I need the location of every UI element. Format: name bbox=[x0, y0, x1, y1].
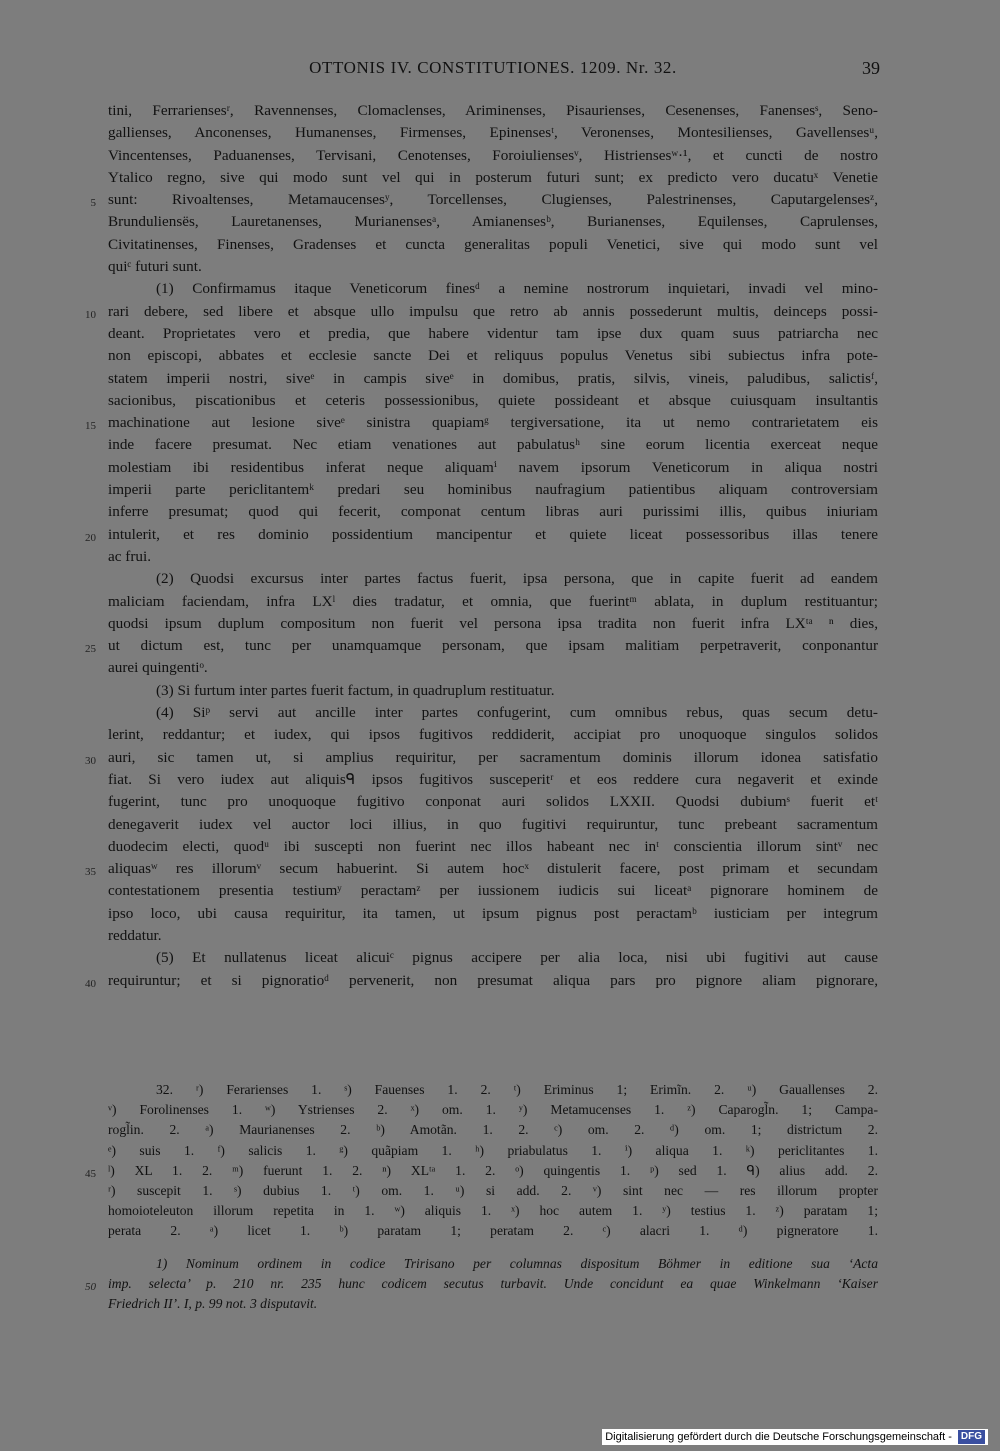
body-line-text: (2) Quodsi excursus inter partes factus fuerit, ipsa persona, que in capite fuerit ad eandem bbox=[156, 570, 878, 588]
body-line-text: rari debere, sed libere et absque ullo impulsu que retro ab annis possederunt multis, deinceps possi- bbox=[108, 302, 878, 320]
body-line-text: molestiam ibi residentibus inferat neque aliquamⁱ navem ipsorum Veneticorum in aliqua nostri bbox=[108, 458, 878, 476]
body-line bbox=[108, 680, 878, 702]
body-line bbox=[108, 323, 878, 345]
body-line bbox=[108, 546, 878, 568]
line-number: 15 bbox=[85, 420, 96, 433]
body-line-text: imperii parte periclitantemᵏ predari seu hominibus naufragium patientibus aliquam controversiam bbox=[108, 481, 878, 499]
note-line bbox=[108, 1221, 878, 1241]
note-line-text: homoioteleuton illorum repetita in 1. ʷ) aliquis 1. ˣ) hoc autem 1. ʸ) testius 1. ᶻ) paratam 1; bbox=[108, 1203, 878, 1219]
body-line bbox=[108, 591, 878, 613]
body-line bbox=[108, 256, 878, 278]
body-line-text: reddatur. bbox=[108, 926, 162, 944]
body-line-text: fiat. Si vero iudex aut aliquisᑫ ipsos fugitivos susceperitʳ et eos reddere cura negaverit et exinde bbox=[108, 770, 878, 788]
credit-text: Digitalisierung gefördert durch die Deutsche Forschungsgemeinschaft - bbox=[605, 1431, 952, 1443]
running-title: OTTONIS IV. CONSTITUTIONES. 1209. Nr. 32. bbox=[309, 58, 677, 77]
body-line bbox=[85, 412, 878, 434]
line-number: 10 bbox=[85, 308, 96, 321]
body-line-text: aurei quingentiᵒ. bbox=[108, 659, 208, 677]
commentary-line-text: 1) Nominum ordinem in codice Tririsano per columnas dispositum Böhmer in editione sua ‘Acta bbox=[156, 1256, 878, 1271]
body-line bbox=[90, 189, 878, 211]
body-line-text: Ytalico regno, sive qui modo sunt vel qui in posterum futuri sunt; ex predicto vero ducatuˣ Venetie bbox=[108, 168, 878, 186]
line-number: 35 bbox=[85, 866, 96, 879]
body-line bbox=[108, 501, 878, 523]
body-line-text: duodecim electi, quodᵘ ibi suscepti non fuerint nec illos habeant nec inᵗ conscientia illorum sintᵛ nec bbox=[108, 837, 878, 855]
line-number: 30 bbox=[85, 754, 96, 767]
body-line-text: gallienses, Anconenses, Humanenses, Firmenses, Epinensesᵗ, Veronenses, Montesilienses, Gavellensesᵘ, bbox=[108, 124, 878, 142]
body-line bbox=[108, 814, 878, 836]
body-line bbox=[108, 903, 878, 925]
body-line bbox=[108, 880, 878, 902]
body-line-text: quodsi ipsum duplum compositum non fuerit vel persona ipsa tradita non fuerit infra LXᵗᵃ ⁿ dies, bbox=[108, 614, 878, 632]
body-line bbox=[85, 970, 878, 992]
note-line-text: ᵉ) suis 1. ᶠ) salicis 1. ᵍ) quãpiam 1. ʰ) priabulatus 1. ⁱ) aliqua 1. ᵏ) periclitantes 1. bbox=[108, 1142, 878, 1158]
note-line-text: rogl̃in. 2. ᵃ) Maurianenses 2. ᵇ) Amotãn. 1. 2. ᶜ) om. 2. ᵈ) om. 1; districtum 2. bbox=[108, 1122, 878, 1138]
editorial-footnote bbox=[85, 1254, 878, 1315]
line-number: 50 bbox=[85, 1281, 96, 1294]
body-line bbox=[108, 724, 878, 746]
body-line-text: inde facere presumat. Nec etiam venationes aut pabulatusʰ sine eorum licentia exerceat neque bbox=[108, 436, 878, 454]
body-line bbox=[108, 479, 878, 501]
note-line bbox=[108, 1080, 878, 1100]
body-line-text: inferre presumat; quod qui fecerit, componat centum libras auri purissimi illis, quibus iniuriam bbox=[108, 503, 878, 521]
body-line-text: denegaverit iudex vel auctor loci illius, in quo fugitivi requiruntur, tunc prebeant sacramentum bbox=[108, 815, 878, 833]
body-line-text: sunt: Rivoaltenses, Metamaucensesʸ, Torcellenses, Clugienses, Palestrinenses, Caputargelensesᶻ, bbox=[108, 191, 878, 209]
body-line-text: (4) Siᵖ servi aut ancille inter partes confugerint, cum omnibus rebus, quas secum detu- bbox=[156, 704, 878, 722]
note-line bbox=[108, 1120, 878, 1140]
body-line-text: ipso loco, ubi causa requiritur, ita tamen, ut ipsum pignus post peractamᵇ iusticiam per integrum bbox=[108, 904, 878, 922]
body-line bbox=[85, 858, 878, 880]
body-line bbox=[85, 524, 878, 546]
body-line-text: Civitatinenses, Finenses, Gradenses et cuncta generalitas populi Venetici, sive qui modo sunt vel bbox=[108, 235, 878, 253]
body-line-text: lerint, reddantur; et iudex, qui ipsos fugitivos reddiderit, accipiat pro unoquoque singulos solidos bbox=[108, 726, 878, 744]
body-line-text: sacionibus, piscationibus et ceteris possessionibus, quiete possideant et absque cuiusquam insultantis bbox=[108, 391, 878, 409]
body-line-text: statem imperii nostri, siveᵉ in campis siveᵉ in domibus, pratis, silvis, vineis, paludibus, salictisᶠ, bbox=[108, 369, 878, 387]
body-line bbox=[108, 390, 878, 412]
commentary-line bbox=[108, 1254, 878, 1274]
body-line-text: maliciam faciendam, infra LXˡ dies tradatur, et omnia, que fuerintᵐ ablata, in duplum restituantur; bbox=[108, 592, 878, 610]
note-line-text: 32. ʳ) Ferarienses 1. ˢ) Fauenses 1. 2. ᵗ) Eriminus 1; Erimĩn. 2. ᵘ) Gauallenses 2. bbox=[156, 1082, 878, 1097]
body-line bbox=[108, 211, 878, 233]
body-line bbox=[108, 368, 878, 390]
note-line bbox=[108, 1141, 878, 1161]
body-line bbox=[85, 747, 878, 769]
note-line bbox=[85, 1161, 878, 1181]
page-number: 39 bbox=[862, 58, 880, 78]
digitization-credit bbox=[602, 1429, 988, 1445]
body-line bbox=[108, 100, 878, 122]
body-line-text: Brunduliensës, Lauretanenses, Murianensesᵃ, Amianensesᵇ, Burianenses, Equilenses, Caprulenses, bbox=[108, 213, 878, 231]
body-line-text: ut dictum est, tunc per unamquamque personam, que ipsam malitiam perpetraverit, conponantur bbox=[108, 637, 878, 655]
dfg-logo: DFG bbox=[958, 1430, 985, 1444]
note-line-text: ᵛ) Forolinenses 1. ʷ) Ystrienses 2. ˣ) om. 1. ʸ) Metamucenses 1. ᶻ) Caparogl̃n. 1; Campa- bbox=[108, 1102, 878, 1118]
commentary-line-text: Friedrich II’. I, p. 99 not. 3 disputavit. bbox=[108, 1296, 318, 1312]
body-line bbox=[108, 345, 878, 367]
commentary-line-text: imp. selecta’ p. 210 nr. 235 hunc codicem secutus turbavit. Unde concidunt ea quae Winkelmann ‘Kaiser bbox=[108, 1276, 878, 1292]
body-line-text: tini, Ferrariensesʳ, Ravennenses, Clomaclenses, Ariminenses, Pisaurienses, Cesenenses, Fanensesˢ, Seno- bbox=[108, 102, 878, 119]
body-line bbox=[108, 791, 878, 813]
body-line bbox=[108, 434, 878, 456]
commentary-line bbox=[85, 1274, 878, 1294]
body-line-text: non episcopi, abbates et ecclesie sancte Dei et reliquus populus Venetus sibi subiectus infra pote- bbox=[108, 347, 878, 365]
body-line-text: requiruntur; et si pignoratioᵈ pervenerit, non presumat aliqua pars pro pignore aliam pignorare, bbox=[108, 971, 878, 989]
body-line bbox=[85, 301, 878, 323]
body-line-text: machinatione aut lesione siveᵉ sinistra quapiamᵍ tergiversatione, ita ut nemo contrarietatem eis bbox=[108, 414, 878, 432]
note-line bbox=[108, 1201, 878, 1221]
body-line-text: contestationem presentia testiumʸ peractamᶻ per iussionem iudicis sui liceatᵃ pignorare hominem de bbox=[108, 882, 878, 900]
note-line bbox=[108, 1181, 878, 1201]
body-line-text: deant. Proprietates vero et predia, que habere videntur tam ipse dux quam suus patriarcha nec bbox=[108, 324, 878, 342]
body-line bbox=[108, 702, 878, 724]
body-line-text: (5) Et nullatenus liceat alicuiᶜ pignus accipere per alia loca, nisi ubi fugitivi aut cause bbox=[156, 949, 878, 967]
body-line bbox=[85, 635, 878, 657]
body-line bbox=[108, 145, 878, 167]
body-line bbox=[108, 925, 878, 947]
body-line bbox=[108, 568, 878, 590]
body-line-text: Vincentenses, Paduanenses, Tervisani, Cenotenses, Foroiuliensesᵛ, Histriensesʷ·¹, et cuncti de nostro bbox=[108, 146, 878, 164]
note-line-text: ˡ) XL 1. 2. ᵐ) fuerunt 1. 2. ⁿ) XLᵗᵃ 1. 2. ᵒ) quingentis 1. ᵖ) sed 1. ᑫ) alius add. 2. bbox=[108, 1162, 878, 1178]
page-header bbox=[108, 58, 878, 84]
body-line-text: (1) Confirmamus itaque Veneticorum finesᵈ a nemine nostrorum inquietari, invadi vel mino- bbox=[156, 280, 878, 298]
body-line-text: auri, sic tamen ut, si amplius requiritur, per sacramentum dominis illorum idonea satisfatio bbox=[108, 748, 878, 766]
body-line-text: fugerint, tunc pro unoquoque fugitivo conponat auri solidos LXXII. Quodsi dubiumˢ fuerit etᵗ bbox=[108, 793, 878, 811]
note-line bbox=[108, 1100, 878, 1120]
body-line bbox=[108, 947, 878, 969]
line-number: 40 bbox=[85, 977, 96, 990]
line-number: 20 bbox=[85, 531, 96, 544]
body-line bbox=[108, 836, 878, 858]
body-line-text: (3) Si furtum inter partes fuerit factum, in quadruplum restituatur. bbox=[156, 681, 555, 699]
body-line bbox=[108, 457, 878, 479]
main-text bbox=[85, 100, 878, 992]
note-line-text: perata 2. ᵃ) licet 1. ᵇ) paratam 1; peratam 2. ᶜ) alacri 1. ᵈ) pigneratore 1. bbox=[108, 1223, 878, 1239]
commentary-line bbox=[108, 1294, 878, 1314]
body-line bbox=[108, 613, 878, 635]
body-line bbox=[108, 234, 878, 256]
body-line bbox=[108, 769, 878, 791]
line-number: 5 bbox=[90, 197, 96, 210]
note-line-text: ʳ) suscepit 1. ˢ) dubius 1. ᵗ) om. 1. ᵘ) si add. 2. ᵛ) sint nec — res illorum propter bbox=[108, 1183, 878, 1199]
critical-apparatus bbox=[85, 1080, 878, 1242]
body-line bbox=[108, 167, 878, 189]
body-line-text: quiᶜ futuri sunt. bbox=[108, 258, 202, 276]
line-number: 45 bbox=[85, 1167, 96, 1180]
body-line bbox=[108, 657, 878, 679]
body-line-text: ac frui. bbox=[108, 547, 152, 565]
body-line bbox=[108, 278, 878, 300]
line-number: 25 bbox=[85, 643, 96, 656]
body-line-text: intulerit, et res dominio possidentium mancipentur et quiete liceat possessoribus illas tenere bbox=[108, 525, 878, 543]
body-line bbox=[108, 122, 878, 144]
body-line-text: aliquasʷ res illorumᵛ secum habuerint. Si autem hocˣ distulerit facere, post primam et secundam bbox=[108, 860, 878, 878]
